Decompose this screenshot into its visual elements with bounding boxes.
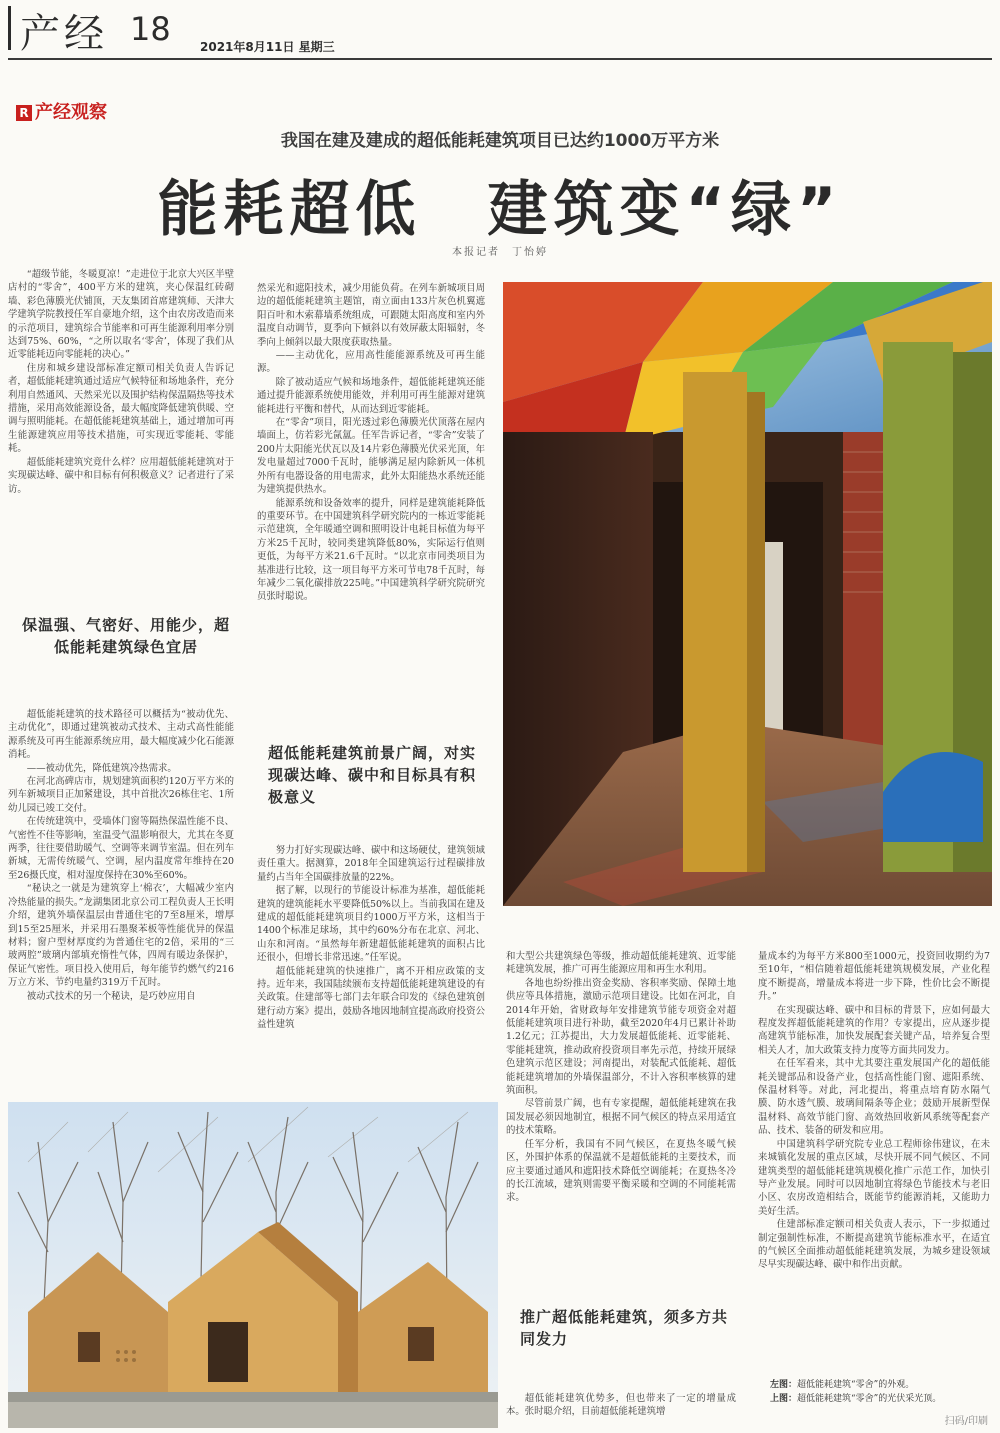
paragraph: 超低能耗建筑的快速推广，离不开相应政策的支持。近年来，我国陆续颁布支持超低能耗建筑建设的有关政策。住建部等七部门去年联合印发的《绿色建筑创建行动方案》提出，鼓励各地因地制宜提高政府投资公益性建筑 — [257, 965, 485, 1031]
paragraph: 各地也纷纷推出资金奖励、容积率奖励、保障土地供应等具体措施，激励示范项目建设。比如在河北，自2014年开始，省财政每年安排建筑节能专项资金对超低能耗建筑项目进行补助，截至2020年4月已累计补助1.2亿元；江苏提出，大力发展超低能耗、近零能耗、零能耗建筑，推动政府投资项目率先示范，持续开展绿色建筑示范区建设；河南提出，对装配式低能耗、超低能耗建筑增加的外墙保温部分，不计入容积率核算的建筑面积。 — [506, 977, 736, 1097]
photo-building-exterior-drawing — [8, 1102, 498, 1428]
paragraph: 在任军看来，其中尤其要注重发展国产化的超低能耗关键部品和设备产业，包括高性能门窗、遮阳系统、保温材料等。对此，河北提出，将重点培育防水隔气膜、防水透气膜、玻璃间隔条等企业；鼓励开展新型保温材料、高效节能门窗、高效热回收新风系统等配套产品、技术、装备的研发和应用。 — [758, 1058, 990, 1137]
paragraph: “超级节能，冬暖夏凉！”走进位于北京大兴区半壁店村的“零舍”，400平方米的建筑，夹心保温红砖砌墙、彩色薄膜光伏铺顶，天友集团首席建筑师、天津大学建筑学院教授任军自豪地介绍，这个由农房改造而来的示范项目，建筑综合节能率和可再生能源利用率分别达到75%、60%，“之所以取名‘零舍’，体现了我们从近零能耗迈向零能耗的决心。” — [8, 269, 234, 361]
subheading-2: 超低能耗建筑前景广阔，对实现碳达峰、碳中和目标具有积极意义 — [268, 744, 477, 806]
column-tag-icon: R — [16, 105, 32, 121]
article-kicker: 我国在建及建成的超低能耗建筑项目已达约1000万平方米 — [280, 131, 720, 151]
paragraph: 超低能耗建筑的技术路径可以概括为“被动优先、主动优化”，即通过建筑被动式技术、主动式高性能能源系统及可再生能源系统应用，最大幅度减少化石能源消耗。 — [8, 709, 234, 761]
photo-pv-skylight — [503, 282, 992, 906]
paragraph: 在“零舍”项目，阳光透过彩色薄膜光伏顶落在屋内墙面上，仿若彩光氤氲。任军告诉记者，“零舍”安装了200片太阳能光伏瓦以及14片彩色薄膜光伏采光顶，年发电量超过7000千瓦时，能够满足屋内除新风一体机外所有电器设备的用电需求，此外太阳能热水系统还能为建筑提供热水。 — [257, 417, 485, 496]
column-tag — [16, 98, 107, 124]
photo-building-exterior — [8, 1102, 498, 1428]
paragraph: ——被动优先，降低建筑冷热需求。 — [26, 762, 177, 774]
paragraph: 在河北高碑店市，规划建筑面积约120万平方米的列车新城项目正加紧建设，其中首批次26栋住宅、1所幼儿园已竣工交付。 — [8, 776, 234, 814]
page-number: 18 — [130, 10, 171, 48]
column-2 — [257, 282, 485, 604]
subheading-3: 推广超低能耗建筑，须多方共同发力 — [520, 1308, 729, 1348]
paragraph: 超低能耗建筑优势多，但也带来了一定的增量成本。张时聪介绍，目前超低能耗建筑增 — [506, 1393, 736, 1418]
paragraph: 任军分析，我国有不同气候区，在夏热冬暖气候区，外围护体系的保温就不是超低能耗的主要技术，而应主要通过通风和遮阳技术降低空调能耗；在夏热冬冷的长江流域，建筑则需要平衡采暖和空调的不同能耗需求。 — [506, 1138, 736, 1204]
paragraph: 中国建筑科学研究院专业总工程师徐伟建议，在未来城镇化发展的重点区域，尽快开展不同气候区、不同建筑类型的超低能耗建筑规模化推广示范工作，加快引导产业发展。同时可以因地制宜将绿色节能技术与老旧小区、农房改造相结合，既能节约能源消耗，又能助力美好生活。 — [758, 1138, 990, 1217]
paragraph: ——主动优化，应用高性能能源系统及可再生能源。 — [257, 350, 485, 375]
photo-pv-skylight-drawing — [503, 282, 992, 906]
caption-top-label: 上图： — [770, 1394, 798, 1404]
paragraph: 超低能耗建筑究竟什么样？应用超低能耗建筑对于实现碳达峰、碳中和目标有何积极意义？记者进行了采访。 — [8, 456, 234, 495]
column-3 — [506, 950, 736, 1205]
paragraph: 和大型公共建筑绿色等级，推动超低能耗建筑、近零能耗建筑发展，推广可再生能源应用和再生水利用。 — [506, 951, 736, 976]
paragraph: 住房和城乡建设部标准定额司相关负责人告诉记者，超低能耗建筑通过适应气候特征和场地条件，充分利用自然通风、天然采光以及围护结构保温隔热等技术措施，采用高效能源设备，最大幅度降低建筑供暖、空调与照明能耗。在超低能耗建筑基础上，通过增加可再生能源建筑应用等技术措施，可实现近零能耗、零能耗。 — [8, 362, 234, 455]
photo-captions — [770, 1378, 992, 1406]
caption-left — [770, 1378, 992, 1392]
column-2-continued — [257, 844, 485, 1032]
article-byline: 本报记者 丁怡婷 — [452, 247, 548, 258]
paragraph: 除了被动适应气候和场地条件，超低能耗建筑还能通过提升能源系统使用能效，并利用可再生能源对建筑能耗进行平衡和替代，从而达到近零能耗。 — [257, 376, 485, 415]
paragraph: 能源系统和设备效率的提升，同样是建筑能耗降低的重要环节。在中国建筑科学研究院内的一栋近零能耗示范建筑，全年暖通空调和照明设计电耗目标值为每平方米25千瓦时，较同类建筑降低80%，实际运行值则更低，为每平方米21.6千瓦时。“以北京市同类项目为基准进行比较，这一项目每平方米可节电78千瓦时，每年减少二氧化碳排放225吨。”中国建筑科学研究院研究员张时聪说。 — [257, 497, 485, 603]
column-1-continued — [8, 708, 234, 1003]
paragraph: 量成本约为每平方米800至1000元，投资回收期约为7至10年，“相信随着超低能耗建筑规模发展，产业化程度不断提高，增量成本将进一步下降，性价比会不断提升。” — [758, 951, 990, 1003]
subheading-1: 保温强、气密好、用能少，超低能耗建筑绿色宜居 — [21, 616, 230, 656]
paragraph: 尽管前景广阔，也有专家提醒，超低能耗建筑在我国发展必须因地制宜，根据不同气候区的特点采用适宜的技术策略。 — [506, 1098, 736, 1137]
caption-top — [770, 1392, 992, 1406]
paragraph: 在传统建筑中，受墙体门窗等隔热保温性能不良、气密性不佳等影响，室温受气温影响很大，尤其在冬夏两季，往往要借助暖气、空调等来调节室温。但在列车新城，无需传统暖气、空调，屋内温度常年维持在20至26摄氏度，相对湿度保持在30%至60%。 — [8, 816, 234, 881]
paragraph: 住建部标准定额司相关负责人表示，下一步拟通过制定强制性标准，不断提高建筑节能标准水平，在适宜的气候区全面推动超低能耗建筑发展，为城乡建设领域尽早实现碳达峰、碳中和作出贡献。 — [758, 1219, 990, 1271]
paragraph: 据了解，以现行的节能设计标准为基准，超低能耗建筑的建筑能耗水平要降低50%以上。当前我国在建及建成的超低能耗建筑项目约1000万平方米，这相当于1400个标准足球场，其中约60%分布在北京、河北、山东和河南。“虽然每年新建超低能耗建筑的面积占比还很小，但增长非常迅速。”任军说。 — [257, 885, 485, 964]
column-1 — [8, 268, 234, 496]
section-name: 产经 — [20, 11, 108, 57]
paragraph: 努力打好实现碳达峰、碳中和这场硬仗，建筑领域责任重大。据测算，2018年全国建筑运行过程碳排放量约占当年全国碳排放量的22%。 — [257, 845, 485, 883]
caption-left-text: 超低能耗建筑“零舍”的外观。 — [797, 1380, 915, 1390]
paragraph: 在实现碳达峰、碳中和目标的背景下，应如何最大程度发挥超低能耗建筑的作用？专家提出，应从逐步提高建筑节能标准，加快发展配套关键产品，培养复合型相关人才，加大政策支持力度等方面共同发力。 — [758, 1004, 990, 1056]
header-rule-vertical — [8, 6, 11, 50]
caption-left-label: 左图： — [770, 1380, 798, 1390]
issue-date: 2021年8月11日 星期三 — [200, 40, 335, 54]
header-rule — [8, 58, 992, 60]
watermark: 扫码/印刷 — [944, 1416, 988, 1427]
paragraph: “秘诀之一就是为建筑穿上‘棉衣’，大幅减少室内冷热能量的损失。”龙湖集团北京公司工程负责人王长明介绍，建筑外墙保温层由普通住宅的7至8厘米，增厚到15至25厘米，并采用石墨聚苯板等性能优异的保温材料；窗户型材厚度约为普通住宅的2倍，采用的“三玻两腔”玻璃内部填充惰性气体，四周有暖边条保护，保证气密性。项目投入使用后，每年能节约燃气约216万立方米、节约电量约319万千瓦时。 — [8, 883, 234, 989]
paragraph: 然采光和遮阳技术，减少用能负荷。在列车新城项目周边的超低能耗建筑主题馆，南立面由133片灰色机翼遮阳百叶和木索幕墙系统组成，可跟随太阳高度和室内外温度自动调节，夏季向下倾斜以有效屏蔽太阳辐射，冬季向上倾斜以最大限度获取热量。 — [257, 283, 485, 348]
caption-top-text: 超低能耗建筑“零舍”的光伏采光顶。 — [797, 1394, 942, 1404]
paragraph: 被动式技术的另一个秘诀，是巧妙应用自 — [26, 990, 196, 1002]
column-4 — [758, 950, 990, 1272]
column-tag-label: 产经观察 — [35, 102, 107, 123]
column-3-continued — [506, 1392, 736, 1419]
article-headline: 能耗超低 建筑变“绿” — [157, 175, 843, 245]
